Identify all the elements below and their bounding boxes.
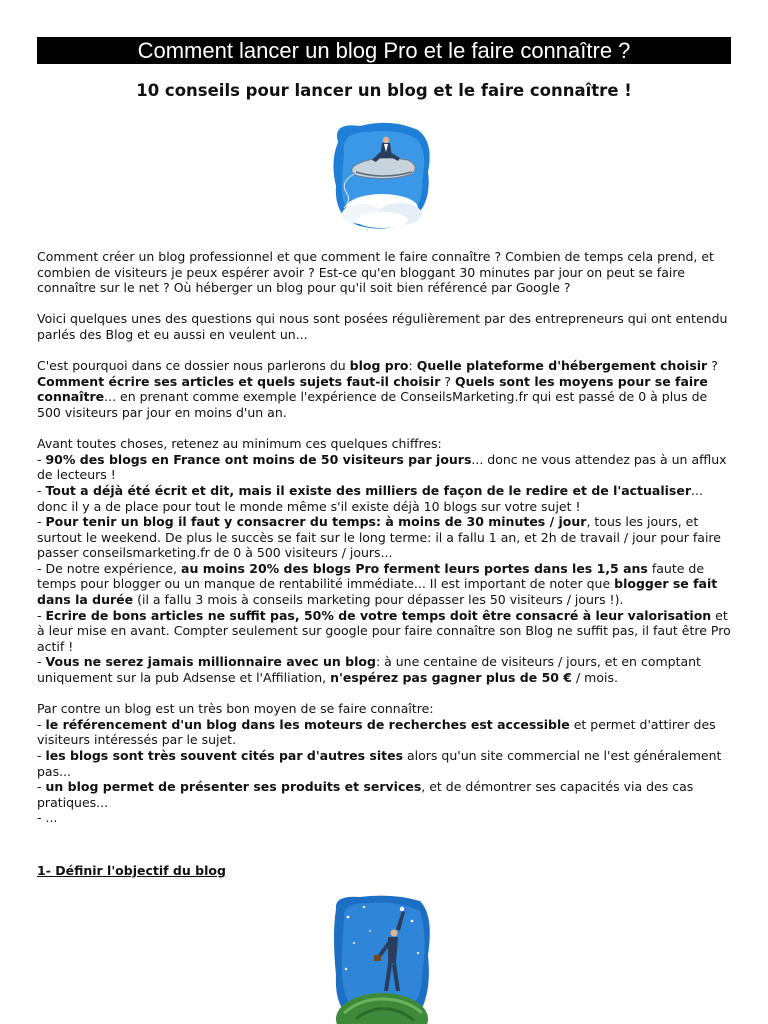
text: -: [37, 716, 46, 732]
text: ?: [440, 373, 455, 389]
intro-paragraph-3: [37, 358, 733, 420]
text: :: [408, 358, 417, 374]
flying-mouse-illustration: [330, 122, 434, 232]
text: et permet d'attirer des visiteurs intéressés par le sujet.: [37, 716, 716, 748]
bold-text: n'espérez pas gagner plus de 50 €: [330, 670, 573, 686]
bold-text: Ecrire de bons articles ne suffit pas, 50% de votre temps doit être consacré à leur valorisation: [45, 607, 712, 623]
bold-text: Quels sont les moyens pour se faire connaître: [37, 373, 708, 405]
text: -: [37, 654, 46, 670]
bold-text: Vous ne serez jamais millionnaire avec un blog: [45, 654, 376, 670]
document-title: Comment lancer un blog Pro et le faire connaître ?: [37, 37, 731, 64]
text: et à leur mise en avant. Compter seulement sur google pour faire connaître son Blog ne suffit pas, il faut être Pro actif !: [37, 607, 731, 654]
bold-text: les blogs sont très souvent cités par d'autres sites: [45, 748, 404, 763]
section-heading: 1- Définir l'objectif du blog: [37, 863, 226, 878]
text: ... donc il y a de place pour tout le monde même s'il existe déjà 10 blogs sur votre sujet !: [37, 482, 703, 514]
text: , tous les jours, et surtout le weekend. De plus le succès se fait sur le long terme: il a fallu 1 an, et 2h de travail / jour pour faire passer conseilsmarketing.fr de 0 à 500 visiteurs / jours...: [37, 514, 721, 561]
intro-paragraph-1: Comment créer un blog professionnel et que comment le faire connaître ? Combien de temps cela prend, et combien de visiteurs je peux espérer avoir ? Est-ce qu'en bloggant 30 minutes par jour on peut se faire connaître sur le net ? Où héberger un blog pour qu'il soit bien référencé par Google ?: [37, 249, 714, 296]
bold-text: blog pro: [349, 358, 409, 374]
text: (il a fallu 3 mois à conseils marketing pour dépasser les 50 visiteurs / jours !).: [133, 592, 624, 608]
text: ?: [707, 358, 718, 374]
bold-text: Comment écrire ses articles et quels sujets faut-il choisir: [37, 373, 441, 389]
bold-text: Pour tenir un blog il faut y consacrer du temps: à moins de 30 minutes / jour: [45, 514, 587, 530]
article-body: [37, 249, 733, 842]
text: - ...: [37, 810, 58, 826]
bold-text: le référencement d'un blog dans les moteurs de recherches est accessible: [45, 716, 570, 732]
text: / mois.: [572, 670, 618, 686]
reaching-stars-illustration: [330, 895, 434, 1024]
bold-text: au moins 20% des blogs Pro ferment leurs portes dans les 1,5 ans: [181, 560, 648, 576]
text: , et de démontrer ses capacités via des cas pratiques...: [37, 779, 694, 810]
bold-text: un blog permet de présenter ses produits et services: [45, 779, 422, 795]
text: -: [37, 607, 46, 623]
bold-text: Quelle plateforme d'hébergement choisir: [416, 358, 708, 374]
bold-text: blogger se fait dans la durée: [37, 576, 718, 608]
text: -: [37, 482, 46, 498]
benefits-intro: Par contre un blog est un très bon moyen de se faire connaître:: [37, 701, 434, 717]
text: ... en prenant comme exemple l'expérience de ConseilsMarketing.fr qui est passé de 0 à plus de 500 visiteurs par jour en moins d'un an.: [37, 389, 708, 420]
bold-text: 90% des blogs en France ont moins de 50 visiteurs par jours: [45, 451, 472, 467]
text: alors qu'un site commercial ne l'est généralement pas...: [37, 748, 722, 779]
benefits-paragraph: [37, 701, 733, 826]
text: -: [37, 514, 46, 530]
text: -: [37, 451, 46, 467]
text: -: [37, 748, 46, 763]
text: - De notre expérience,: [37, 560, 182, 576]
text: faute de temps pour blogger ou un manque de rentabilité immédiate... Il est important de noter que: [37, 560, 705, 592]
document-subtitle: 10 conseils pour lancer un blog et le faire connaître !: [136, 81, 632, 100]
bold-text: Tout a déjà été écrit et dit, mais il existe des milliers de façon de le redire et de l'actualiser: [45, 482, 692, 498]
text: : à une centaine de visiteurs / jours, et en comptant uniquement sur la pub Adsense et l'Affiliation,: [37, 654, 701, 686]
text: C'est pourquoi dans ce dossier nous parlerons du: [37, 358, 350, 374]
text: -: [37, 779, 46, 795]
key-figures-intro: Avant toutes choses, retenez au minimum ces quelques chiffres:: [37, 436, 442, 452]
intro-paragraph-2: Voici quelques unes des questions qui nous sont posées régulièrement par des entrepreneurs qui ont entendu parlés des Blog et eu aussi en veulent un...: [37, 311, 728, 342]
text: ... donc ne vous attendez pas à un afflux de lecteurs !: [37, 451, 727, 483]
key-figures-paragraph: [37, 436, 733, 686]
